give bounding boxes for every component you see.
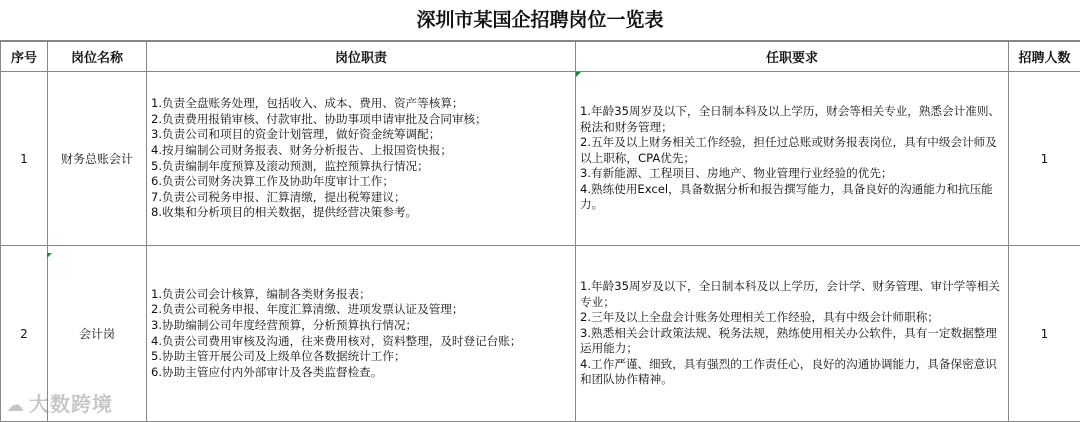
row-count[interactable]: 1 — [1009, 246, 1080, 422]
row-seq[interactable]: 2 — [1, 246, 48, 422]
requirement-item: 1.年龄35周岁及以下，全日制本科及以上学历，财会等相关专业，熟悉会计准则、税法和财务管理； — [580, 103, 1001, 134]
cloud-logo-icon: ☁ — [6, 395, 25, 416]
comment-marker-icon — [47, 253, 52, 258]
watermark — [6, 388, 113, 417]
duty-item: 6.协助主管应付内外部审计及各类监督检查。 — [151, 364, 383, 379]
duty-item: 1.负责全盘账务处理，包括收入、成本、费用、资产等核算； — [151, 96, 464, 111]
duty-item: 5.协助主管开展公司及上级单位各数据统计工作； — [151, 349, 406, 364]
duty-item: 3.协助编制公司年度经营预算，分析预算执行情况； — [151, 317, 418, 332]
duty-item: 8.收集和分析项目的相关数据，提供经营决策参考。 — [151, 205, 418, 220]
requirement-item: 2.三年及以上全盘会计账务处理相关工作经验，具有中级会计师职称； — [580, 310, 939, 325]
watermark-text: 大数跨境 — [29, 392, 113, 416]
row-requirements[interactable] — [576, 72, 1009, 246]
duty-item: 5.负责编制年度预算及滚动预测，监控预算执行情况； — [151, 158, 429, 173]
requirement-item: 1.年龄35周岁及以下，全日制本科及以上学历，会计学、财务管理、审计学等相关专业； — [580, 278, 1001, 309]
row-seq[interactable]: 1 — [1, 72, 48, 246]
header-duties: 岗位职责 — [147, 42, 576, 72]
duty-item: 4.按月编制公司财务报表、财务分析报告、上报国资快报； — [151, 142, 452, 157]
duty-item: 1.负责公司会计核算，编制各类财务报表； — [151, 286, 371, 301]
table-header-row — [1, 42, 1080, 72]
comment-marker-icon — [576, 72, 581, 77]
duty-item: 2.负责公司税务申报、年度汇算清缴、进项发票认证及管理； — [151, 302, 464, 317]
requirement-item: 2.五年及以上财务相关工作经验，担任过总账或财务报表岗位，具有中级会计师及以上职称，CPA优先； — [580, 135, 997, 165]
row-position[interactable]: 财务总账会计 — [48, 72, 147, 246]
duty-item: 2.负责费用报销审核、付款审批、协助事项申请审批及合同审核； — [151, 111, 487, 126]
requirement-item: 4.工作严谨、细致，具有强烈的工作责任心，良好的沟通协调能力，具备保密意识和团队协作精神。 — [580, 356, 997, 387]
row-duties[interactable] — [147, 246, 576, 422]
duty-item: 4.负责公司费用审核及沟通，往来费用核对，资料整理，及时登记台账； — [151, 333, 522, 348]
duty-item: 7.负责公司税务申报、汇算清缴，提出税筹建议； — [151, 189, 406, 204]
row-duties[interactable] — [147, 72, 576, 246]
requirement-item: 3.有新能源、工程项目、房地产、物业管理行业经验的优先； — [580, 166, 893, 181]
row-requirements[interactable] — [576, 246, 1009, 422]
row-position[interactable]: 会计岗 — [48, 246, 147, 422]
duty-item: 3.负责公司和项目的资金计划管理，做好资金统筹调配； — [151, 127, 441, 142]
requirement-item: 3.熟悉相关会计政策法规、税务法规，熟练使用相关办公软件，具有一定数据整理运用能力； — [580, 325, 997, 356]
positions-table — [0, 41, 1080, 422]
requirement-item: 4.熟练使用Excel，具备数据分析和报告撰写能力，具备良好的沟通能力和抗压能力。 — [580, 181, 993, 212]
header-position: 岗位名称 — [48, 42, 147, 72]
table-row — [1, 246, 1080, 422]
duty-item: 6.负责公司财务决算工作及协助年度审计工作； — [151, 174, 394, 189]
header-requirements: 任职要求 — [576, 42, 1009, 72]
sheet-title: 深圳市某国企招聘岗位一览表 — [0, 0, 1080, 41]
header-seq: 序号 — [1, 42, 48, 72]
table-row — [1, 72, 1080, 246]
header-count: 招聘人数 — [1009, 42, 1080, 72]
row-count[interactable]: 1 — [1009, 72, 1080, 246]
